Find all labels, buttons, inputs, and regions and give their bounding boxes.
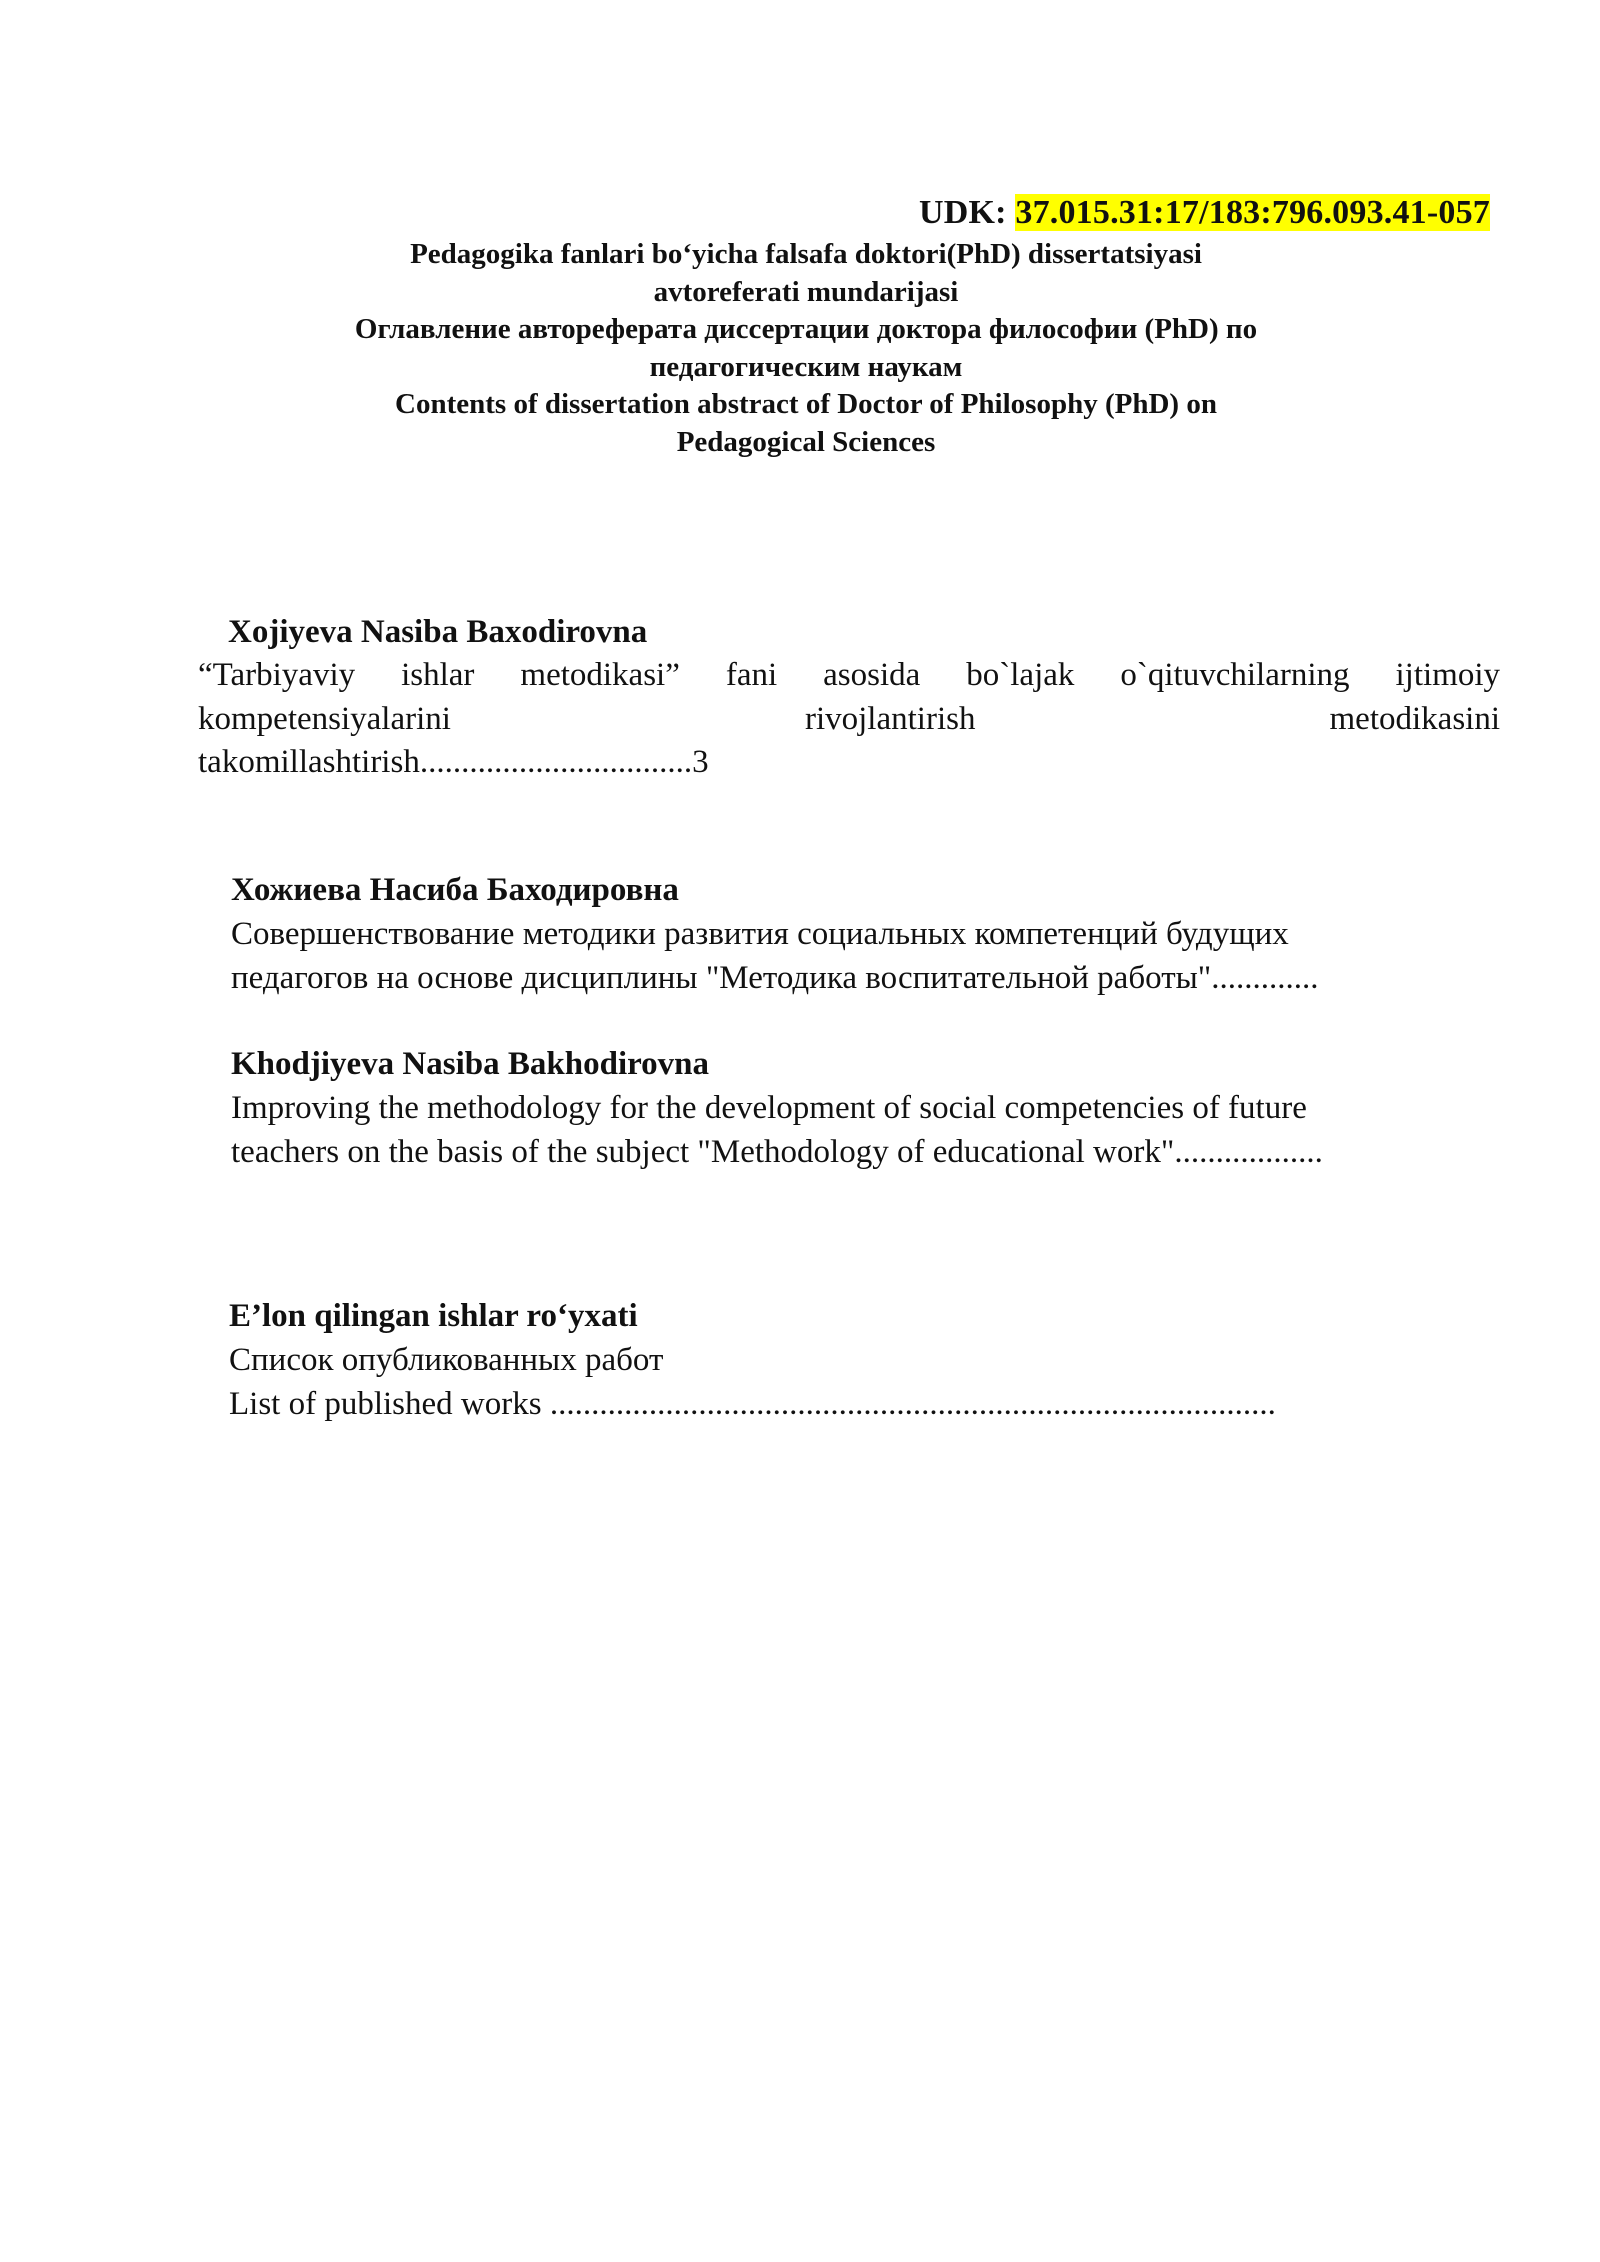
published-line-en: List of published works ........................................................................................ [229,1385,1276,1422]
entry-en-line-1: Improving the methodology for the development of social competencies of future [231,1090,1307,1126]
entry-uz-line-1-text: “Tarbiyaviy ishlar metodikasi” fani asosida bo`lajak o`qituvchilarning ijtimoiy [198,657,1500,693]
udk-code-highlighted: 37.015.31:17/183:796.093.41-057 [1015,194,1490,231]
entry-en-author: Khodjiyeva Nasiba Bakhodirovna [231,1046,710,1082]
title-line-uz-1: Pedagogika fanlari bo‘yicha falsafa doktori(PhD) dissertatsiyasi [410,238,1202,270]
entry-uz-word-2: rivojlantirish [804,700,976,737]
published-lines [229,1339,1276,1426]
title-line-ru-1: Оглавление автореферата диссертации доктора философии (PhD) по [354,313,1258,345]
entry-uz-word-1: kompetensiyalarini [198,700,451,737]
entry-en-title [231,1087,1323,1174]
udk-line [919,194,1490,232]
entry-ru-line-2: педагогов на основе дисциплины "Методика воспитательной работы"............. [231,959,1319,996]
title-line-ru-2: педагогическим наукам [649,350,963,383]
entry-uz-line-1 [198,654,1500,698]
entry-uz-title [198,654,1500,785]
title-line-en-1: Contents of dissertation abstract of Doctor of Philosophy (PhD) on [395,388,1217,420]
udk-label: UDK: [918,194,1007,231]
published-heading: E’lon qilingan ishlar ro‘yxati [229,1298,638,1334]
entry-ru-line-1: Совершенствование методики развития социальных компетенций будущих [231,916,1289,952]
title-block [200,236,1412,461]
entry-uz-author: Xojiyeva Nasiba Baxodirovna [228,614,648,650]
published-line-ru: Список опубликованных работ [229,1342,664,1378]
entry-ru-title [231,913,1319,1000]
title-line-uz-2: avtoreferati mundarijasi [653,275,959,308]
entry-uz-word-3: metodikasini [1329,700,1500,737]
title-line-en-2: Pedagogical Sciences [676,425,936,458]
entry-uz-line-3: takomillashtirish.................................3 [198,744,709,780]
entry-en-line-2: teachers on the basis of the subject "Methodology of educational work".................. [231,1133,1323,1170]
entry-ru-author: Хожиева Насиба Баходировна [231,872,679,908]
entry-uz-line-2 [198,698,1500,742]
